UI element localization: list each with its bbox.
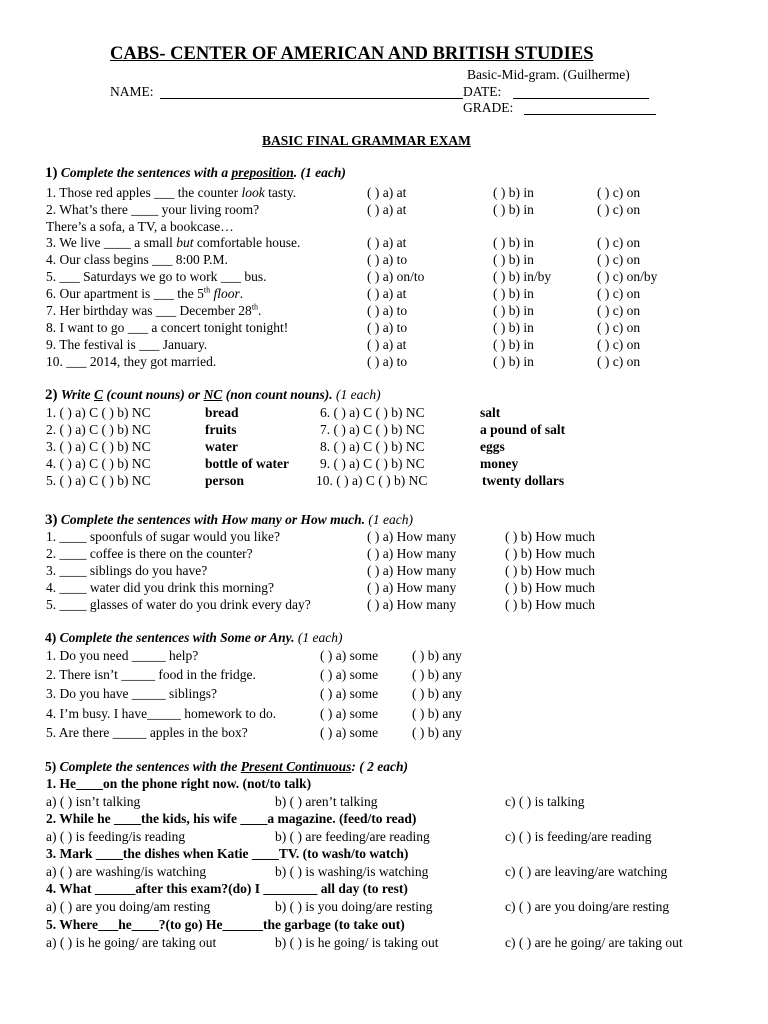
option-b[interactable]: ( ) b) in — [493, 354, 534, 369]
question-text: 3. ____ siblings do you have? — [46, 563, 208, 578]
option-c[interactable]: c) ( ) is talking — [505, 794, 585, 809]
option-a[interactable]: ( ) a) to — [367, 320, 408, 335]
question-text: 8. I want to go ___ a concert tonight tonight! — [46, 320, 289, 335]
level-label: Basic-Mid-gram. (Guilherme) — [467, 67, 630, 82]
option-c[interactable]: ( ) c) on — [597, 303, 641, 318]
question-row — [46, 219, 234, 235]
option-c[interactable]: ( ) c) on — [597, 354, 641, 369]
question-text: 1. Those red apples ___ the counter — [46, 185, 242, 200]
option-a[interactable]: ( ) a) some — [320, 725, 379, 740]
question-text: 9. The festival is ___ January. — [46, 337, 208, 352]
option-b[interactable]: ( ) b) How much — [505, 546, 595, 561]
count-question-option[interactable]: 7. ( ) a) C ( ) b) NC — [320, 422, 425, 437]
count-question-option[interactable]: 2. ( ) a) C ( ) b) NC — [46, 422, 151, 437]
question-text: 5. Where___he____?(to go) He______the garbage (to take out) — [46, 917, 405, 932]
option-a[interactable]: ( ) a) at — [367, 185, 407, 200]
count-question-option[interactable]: 9. ( ) a) C ( ) b) NC — [320, 456, 425, 471]
option-c[interactable]: ( ) c) on — [597, 235, 641, 250]
option-a[interactable]: ( ) a) at — [367, 337, 407, 352]
question-text: There’s a sofa, a TV, a bookcase… — [46, 219, 234, 234]
option-c[interactable]: c) ( ) are leaving/are watching — [505, 864, 668, 879]
superscript: th — [251, 302, 259, 312]
question-text: 5. Are there _____ apples in the box? — [46, 725, 248, 740]
option-a[interactable]: ( ) a) How many — [367, 580, 457, 595]
question-italic: but — [176, 235, 194, 250]
option-c[interactable]: ( ) c) on — [597, 320, 641, 335]
option-a[interactable]: a) ( ) is feeding/is reading — [46, 829, 186, 844]
option-a[interactable]: ( ) a) How many — [367, 597, 457, 612]
option-b[interactable]: b) ( ) is you doing/are resting — [275, 899, 433, 914]
option-a[interactable]: a) ( ) is he going/ are taking out — [46, 935, 217, 950]
count-question-option[interactable]: 3. ( ) a) C ( ) b) NC — [46, 439, 151, 454]
section5-heading: 5) Complete the sentences with the Present Continuous: ( 2 each) — [45, 759, 409, 774]
question-row — [46, 269, 266, 285]
name-label: NAME: — [110, 84, 154, 99]
question-text: 1. He____on the phone right now. (not/to talk) — [46, 776, 312, 791]
count-question-option[interactable]: 5. ( ) a) C ( ) b) NC — [46, 473, 151, 488]
option-c[interactable]: c) ( ) are he going/ are taking out — [505, 935, 683, 950]
option-c[interactable]: ( ) c) on — [597, 286, 641, 301]
count-question-option[interactable]: 1. ( ) a) C ( ) b) NC — [46, 405, 151, 420]
noun-word: water — [205, 439, 238, 454]
noun-word: salt — [480, 405, 501, 420]
grade-field-line[interactable] — [524, 114, 656, 115]
date-label: DATE: — [463, 84, 502, 99]
superscript: th — [203, 285, 211, 295]
option-a[interactable]: ( ) a) some — [320, 648, 379, 663]
option-b[interactable]: b) ( ) are feeding/are reading — [275, 829, 430, 844]
question-text: 2. While he ____the kids, his wife ____a magazine. (feed/to read) — [46, 811, 417, 826]
question-text: 4. ____ water did you drink this morning? — [46, 580, 274, 595]
question-row — [46, 202, 259, 218]
option-b[interactable]: ( ) b) How much — [505, 597, 595, 612]
option-b[interactable]: ( ) b) any — [412, 725, 462, 740]
count-question-option[interactable]: 10. ( ) a) C ( ) b) NC — [316, 473, 428, 488]
question-row — [46, 252, 228, 268]
question-text: 4. Our class begins ___ 8:00 P.M. — [46, 252, 228, 267]
option-b[interactable]: b) ( ) is washing/is watching — [275, 864, 429, 879]
question-row — [46, 286, 243, 302]
option-c[interactable]: c) ( ) are you doing/are resting — [505, 899, 670, 914]
option-c[interactable]: ( ) c) on — [597, 337, 641, 352]
question-text: 1. ____ spoonfuls of sugar would you like? — [46, 529, 280, 544]
option-a[interactable]: ( ) a) some — [320, 686, 379, 701]
question-italic: floor — [210, 286, 240, 301]
question-text-end: comfortable house. — [193, 235, 301, 250]
question-text: 4. I’m busy. I have_____ homework to do. — [46, 706, 277, 721]
option-c[interactable]: ( ) c) on/by — [597, 269, 658, 284]
question-italic: look — [241, 185, 265, 200]
question-text: 1. Do you need _____ help? — [46, 648, 199, 663]
name-field-line[interactable] — [160, 98, 463, 99]
option-b[interactable]: ( ) b) How much — [505, 580, 595, 595]
section4-heading: 4) Complete the sentences with Some or Any. (1 each) — [45, 630, 343, 645]
date-field-line[interactable] — [513, 98, 649, 99]
question-text-end: . — [239, 286, 244, 301]
option-b[interactable]: ( ) b) any — [412, 667, 462, 682]
noun-word: bottle of water — [205, 456, 289, 471]
question-text: 10. ___ 2014, they got married. — [46, 354, 217, 369]
option-a[interactable]: ( ) a) at — [367, 235, 407, 250]
question-text: 5. ____ glasses of water do you drink every day? — [46, 597, 311, 612]
noun-word: fruits — [205, 422, 237, 437]
section1-heading: 1) Complete the sentences with a preposition. (1 each) — [45, 165, 346, 181]
question-row — [46, 185, 296, 201]
option-a[interactable]: ( ) a) How many — [367, 563, 457, 578]
question-text: 6. Our apartment is ___ the 5 — [46, 286, 204, 301]
option-b[interactable]: ( ) b) How much — [505, 529, 595, 544]
option-b[interactable]: b) ( ) is he going/ is taking out — [275, 935, 439, 950]
option-b[interactable]: ( ) b) in/by — [493, 269, 552, 284]
option-b[interactable]: ( ) b) in — [493, 185, 534, 200]
option-a[interactable]: a) ( ) isn’t talking — [46, 794, 141, 809]
option-a[interactable]: a) ( ) are washing/is watching — [46, 864, 207, 879]
option-c[interactable]: ( ) c) on — [597, 252, 641, 267]
option-b[interactable]: ( ) b) in — [493, 303, 534, 318]
question-row — [46, 337, 207, 353]
question-text: 5. ___ Saturdays we go to work ___ bus. — [46, 269, 267, 284]
option-a[interactable]: ( ) a) on/to — [367, 269, 425, 284]
exam-title: BASIC FINAL GRAMMAR EXAM — [262, 133, 471, 148]
option-b[interactable]: ( ) b) in — [493, 252, 534, 267]
question-text: 7. Her birthday was ___ December 28 — [46, 303, 252, 318]
option-a[interactable]: ( ) a) to — [367, 252, 408, 267]
noun-word: eggs — [480, 439, 505, 454]
noun-word: bread — [205, 405, 239, 420]
question-text: 3. Mark ____the dishes when Katie ____TV. (to wash/to watch) — [46, 846, 409, 861]
option-b[interactable]: ( ) b) in — [493, 337, 534, 352]
count-question-option[interactable]: 4. ( ) a) C ( ) b) NC — [46, 456, 151, 471]
option-a[interactable]: ( ) a) to — [367, 354, 408, 369]
count-question-option[interactable]: 6. ( ) a) C ( ) b) NC — [320, 405, 425, 420]
option-a[interactable]: a) ( ) are you doing/am resting — [46, 899, 211, 914]
option-c[interactable]: ( ) c) on — [597, 185, 641, 200]
section2-heading: 2) Write C (count nouns) or NC (non count nouns). (1 each) — [45, 387, 381, 403]
option-c[interactable]: ( ) c) on — [597, 202, 641, 217]
question-text: 3. Do you have _____ siblings? — [46, 686, 217, 701]
count-question-option[interactable]: 8. ( ) a) C ( ) b) NC — [320, 439, 425, 454]
option-b[interactable]: b) ( ) aren’t talking — [275, 794, 378, 809]
noun-word: a pound of salt — [480, 422, 566, 437]
section3-heading: 3) Complete the sentences with How many or How much. (1 each) — [45, 512, 414, 528]
question-row — [46, 235, 300, 251]
option-a[interactable]: ( ) a) How many — [367, 529, 457, 544]
option-b[interactable]: ( ) b) in — [493, 320, 534, 335]
option-b[interactable]: ( ) b) any — [412, 686, 462, 701]
option-b[interactable]: ( ) b) in — [493, 202, 534, 217]
question-text: 4. What ______after this exam?(do) I ________ all day (to rest) — [46, 881, 408, 896]
option-b[interactable]: ( ) b) any — [412, 706, 462, 721]
option-b[interactable]: ( ) b) any — [412, 648, 462, 663]
option-a[interactable]: ( ) a) How many — [367, 546, 457, 561]
grade-label: GRADE: — [463, 100, 514, 115]
option-b[interactable]: ( ) b) in — [493, 235, 534, 250]
question-text: 2. What’s there ____ your living room? — [46, 202, 260, 217]
noun-word: twenty dollars — [482, 473, 565, 488]
option-b[interactable]: ( ) b) in — [493, 286, 534, 301]
noun-word: money — [480, 456, 519, 471]
question-row — [46, 354, 216, 370]
question-text: 2. There isn’t _____ food in the fridge. — [46, 667, 256, 682]
option-b[interactable]: ( ) b) How much — [505, 563, 595, 578]
option-a[interactable]: ( ) a) some — [320, 667, 379, 682]
question-row — [46, 320, 288, 336]
noun-word: person — [205, 473, 245, 488]
question-text-end: . — [258, 303, 262, 318]
option-a[interactable]: ( ) a) to — [367, 303, 408, 318]
question-row — [46, 303, 261, 319]
question-text-end: tasty. — [264, 185, 297, 200]
school-title: CABS- CENTER OF AMERICAN AND BRITISH STUDIES — [110, 44, 594, 64]
option-a[interactable]: ( ) a) some — [320, 706, 379, 721]
question-text: 2. ____ coffee is there on the counter? — [46, 546, 253, 561]
option-c[interactable]: c) ( ) is feeding/are reading — [505, 829, 652, 844]
question-text: 3. We live ____ a small — [46, 235, 177, 250]
option-a[interactable]: ( ) a) at — [367, 202, 407, 217]
option-a[interactable]: ( ) a) at — [367, 286, 407, 301]
